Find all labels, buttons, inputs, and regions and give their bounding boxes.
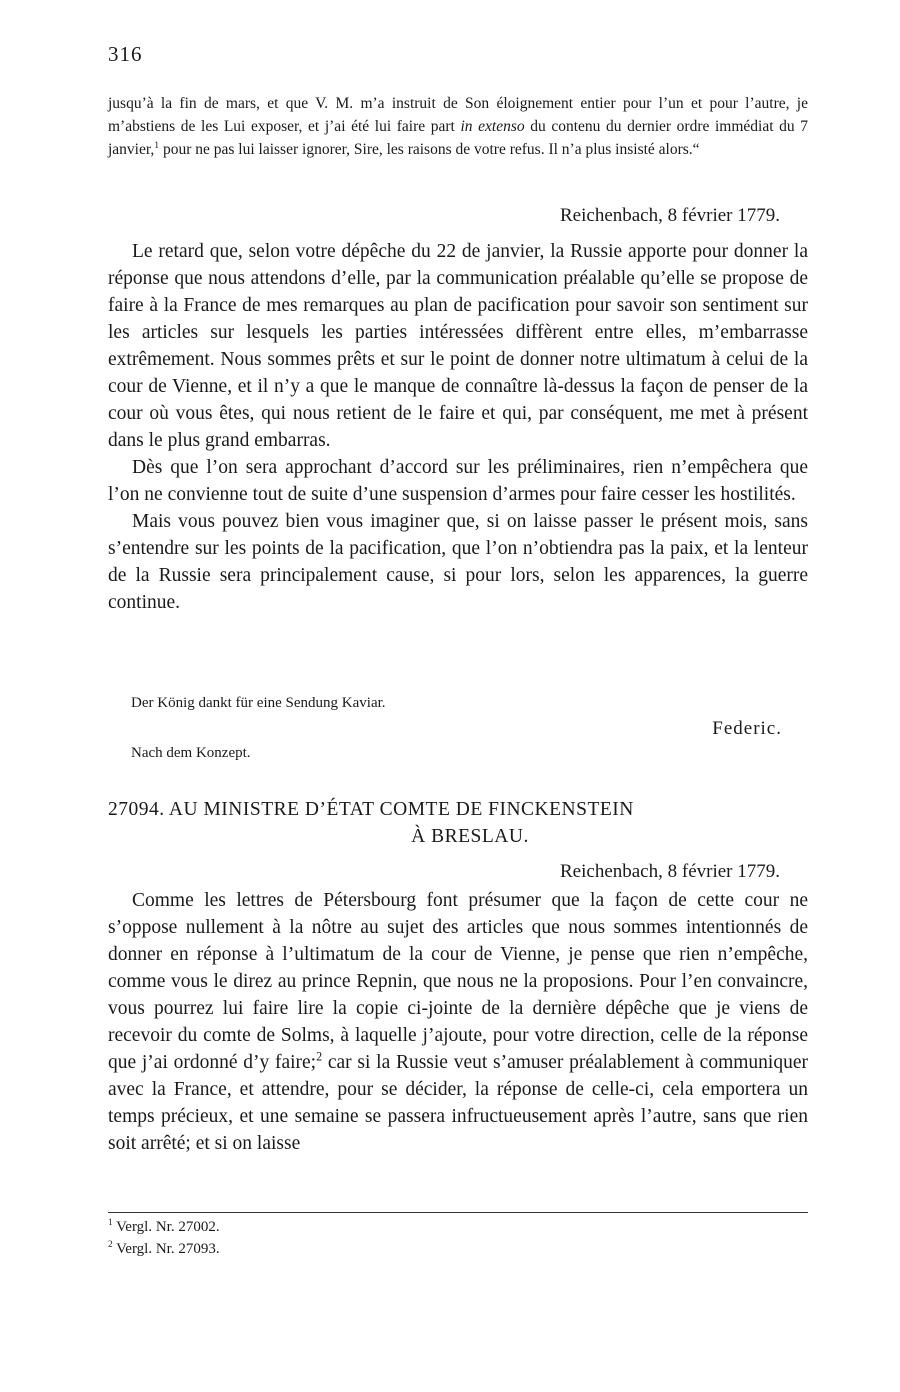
quote-emphasis: in extenso <box>460 118 525 135</box>
editorial-note: Der König dankt für eine Sendung Kaviar. <box>131 695 386 711</box>
footnotes <box>108 1216 220 1260</box>
quote-text: pour ne pas lui laisser ignorer, Sire, les raisons de votre refus. Il n’a plus insisté alors.“ <box>159 141 700 158</box>
paragraph: Le retard que, selon votre dépêche du 22 de janvier, la Russie apporte pour donner la réponse que nous attendons d’elle, par la communication préalable qu’elle se propose de faire à la France de mes remarques au plan de pacification pour savoir son sentiment sur les articles sur lesquels les parties intéressées diffèrent entre elles, m’embarrasse extrêmement. Nous sommes prêts et sur le point de donner notre ultimatum à celui de la cour de Vienne, et il n’y a que le manque de connaître là-dessus la façon de penser de la cour où vous êtes, qui nous retient de le faire et qui, par conséquent, me met à présent dans le plus grand embarras. <box>108 241 808 451</box>
page-number: 316 <box>108 42 143 66</box>
quote-text: du contenu du dernier ordre immédiat du 7 janvier, <box>108 118 808 158</box>
quoted-report <box>108 92 808 161</box>
letter-body <box>108 238 808 616</box>
paragraph: Dès que l’on sera approchant d’accord sur les préliminaires, rien n’empêchera que l’on ne convienne tout de suite d’une suspension d’armes pour faire cesser les hostilités. <box>108 457 808 505</box>
footnote <box>108 1216 220 1238</box>
footnote-divider <box>108 1212 808 1213</box>
heading-line: 27094. AU MINISTRE D’ÉTAT COMTE DE FINCKENSTEIN <box>108 799 634 820</box>
letter-heading <box>108 796 808 850</box>
letter-date: Reichenbach, 8 février 1779. <box>560 205 780 226</box>
quote-text: jusqu’à la fin de mars, et que V. M. m’a instruit de Son éloignement entier pour l’un et pour l’autre, je m’abstiens de les Lui exposer, et j’ai été lui faire part <box>108 95 808 135</box>
footnote-ref: 2 <box>316 1049 323 1064</box>
footnote-text: Vergl. Nr. 27093. <box>112 1241 220 1257</box>
source-note: Nach dem Konzept. <box>131 745 251 761</box>
footnote-text: Vergl. Nr. 27002. <box>112 1219 220 1235</box>
paragraph-text: car si la Russie veut s’amuser préalablement à communiquer avec la France, et attendre, pour se décider, la réponse de celle-ci, cela emportera un temps précieux, et une semaine se passera infructueusement après l’autre, sans que rien soit arrêté; et si on laisse <box>108 1052 808 1154</box>
footnote-number: 1 <box>108 1218 113 1228</box>
paragraph: Mais vous pouvez bien vous imaginer que, si on laisse passer le présent mois, sans s’entendre sur les points de la pacification, que l’on n’obtiendra pas la paix, et la lenteur de la Russie sera principalement cause, si pour lors, selon les apparences, la guerre continue. <box>108 511 808 613</box>
signature: Federic. <box>712 718 782 739</box>
letter-body <box>108 887 808 1157</box>
paragraph-text: Comme les lettres de Pétersbourg font présumer que la façon de cette cour ne s’oppose nullement à la nôtre au sujet des articles que nous sommes intentionnés de donner en réponse à l’ultimatum de la cour de Vienne, je pense que rien n’empêche, comme vous le direz au prince Repnin, que nous ne la proposions. Pour l’en convaincre, vous pourrez lui faire lire la copie ci-jointe de la dernière dépêche que je viens de recevoir du comte de Solms, à laquelle j’ajoute, pour votre direction, celle de la réponse que j’ai ordonné d’y faire; <box>108 890 808 1073</box>
letter-date: Reichenbach, 8 février 1779. <box>560 861 780 882</box>
paragraph <box>108 887 808 1157</box>
heading-line: À BRESLAU. <box>411 826 529 847</box>
footnote-ref: 1 <box>154 139 160 151</box>
footnote <box>108 1238 220 1260</box>
footnote-number: 2 <box>108 1240 113 1250</box>
